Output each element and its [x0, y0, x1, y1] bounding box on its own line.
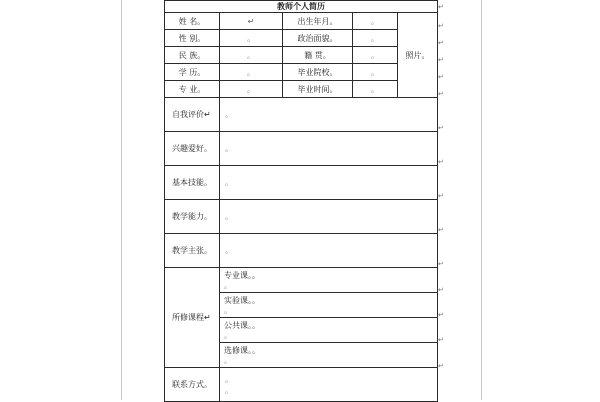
info-row [165, 47, 438, 64]
graduate-school-label: 毕业院校。 [283, 64, 353, 81]
graduate-school-value[interactable]: 。 [353, 64, 398, 81]
contact-row [165, 368, 438, 402]
resume-table [164, 0, 438, 402]
lab-course-cell[interactable] [220, 293, 438, 318]
elective-course-label: 选修课。 [224, 346, 252, 355]
paragraph-mark: ↵ [438, 311, 444, 319]
lab-course-subline: 。 [224, 306, 232, 315]
major-course-label: 专业课。 [224, 271, 252, 280]
contact-cell[interactable] [220, 368, 438, 402]
paragraph-mark: ↵ [438, 56, 444, 64]
education-label: 学 历。 [165, 64, 220, 81]
paragraph-mark: ↵ [438, 22, 444, 30]
major-course-value: 。 [252, 271, 260, 280]
paragraph-mark: ↵ [438, 39, 444, 47]
teaching-philosophy-value[interactable]: 。 [220, 234, 438, 268]
section-row [165, 132, 438, 166]
courses-label: 所修课程↵ [165, 268, 220, 368]
paragraph-mark: ↵ [438, 336, 444, 344]
contact-value: 。 [225, 374, 233, 384]
birth-date-label: 出生年月。 [283, 13, 353, 30]
info-row [165, 81, 438, 98]
political-status-label: 政治面貌。 [283, 30, 353, 47]
name-value[interactable]: ↵ [220, 13, 283, 30]
section-row [165, 98, 438, 132]
section-row [165, 166, 438, 200]
paragraph-mark: ↵ [438, 90, 444, 98]
contact-subline: 。 [225, 385, 233, 395]
birth-date-value[interactable]: 。 [353, 13, 398, 30]
lab-course-label: 实验课。 [224, 296, 252, 305]
paragraph-mark: ↵ [438, 158, 444, 166]
ethnicity-value[interactable]: 。 [220, 47, 283, 64]
hobbies-value[interactable]: 。 [220, 132, 438, 166]
basic-skills-value[interactable]: 。 [220, 166, 438, 200]
paragraph-mark: ↵ [438, 192, 444, 200]
major-value[interactable]: 。 [220, 81, 283, 98]
teaching-ability-value[interactable]: 。 [220, 200, 438, 234]
self-evaluation-label: 自我评价↵ [165, 98, 220, 132]
elective-course-value: 。 [252, 346, 260, 355]
public-course-value: 。 [252, 321, 260, 330]
info-row [165, 13, 438, 30]
document-title: 教师个人简历 [165, 1, 438, 13]
political-status-value[interactable]: 。 [353, 30, 398, 47]
major-course-cell[interactable] [220, 268, 438, 293]
info-row [165, 64, 438, 81]
section-row [165, 234, 438, 268]
ethnicity-label: 民 族。 [165, 47, 220, 64]
lab-course-value: 。 [252, 296, 260, 305]
education-value[interactable]: 。 [220, 64, 283, 81]
photo-box[interactable]: 照片。 [398, 13, 438, 98]
graduation-time-label: 毕业时间。 [283, 81, 353, 98]
elective-course-cell[interactable] [220, 343, 438, 368]
teaching-ability-label: 教学能力。 [165, 200, 220, 234]
gender-value[interactable]: 。 [220, 30, 283, 47]
native-place-value[interactable]: 。 [353, 47, 398, 64]
paragraph-mark: ↵ [438, 3, 444, 11]
paragraph-mark: ↵ [438, 260, 444, 268]
left-margin-guide [121, 0, 122, 400]
paragraph-mark: ↵ [438, 226, 444, 234]
teaching-philosophy-label: 教学主张。 [165, 234, 220, 268]
name-label: 姓 名。 [165, 13, 220, 30]
graduation-time-value[interactable]: 。 [353, 81, 398, 98]
elective-course-subline: 。 [224, 356, 232, 365]
major-course-subline: 。 [224, 281, 232, 290]
paragraph-mark: ↵ [438, 73, 444, 81]
right-margin-guide [481, 0, 482, 400]
public-course-cell[interactable] [220, 318, 438, 343]
basic-skills-label: 基本技能。 [165, 166, 220, 200]
course-row [165, 268, 438, 293]
contact-label: 联系方式。 [165, 368, 220, 402]
major-label: 专 业。 [165, 81, 220, 98]
self-evaluation-value[interactable]: 。 [220, 98, 438, 132]
paragraph-mark: ↵ [438, 124, 444, 132]
native-place-label: 籍 贯。 [283, 47, 353, 64]
gender-label: 性 别。 [165, 30, 220, 47]
paragraph-mark: ↵ [438, 362, 444, 370]
info-row [165, 30, 438, 47]
public-course-subline: 。 [224, 331, 232, 340]
paragraph-mark: ↵ [438, 286, 444, 294]
section-row [165, 200, 438, 234]
hobbies-label: 兴趣爱好。 [165, 132, 220, 166]
public-course-label: 公共课。 [224, 321, 252, 330]
